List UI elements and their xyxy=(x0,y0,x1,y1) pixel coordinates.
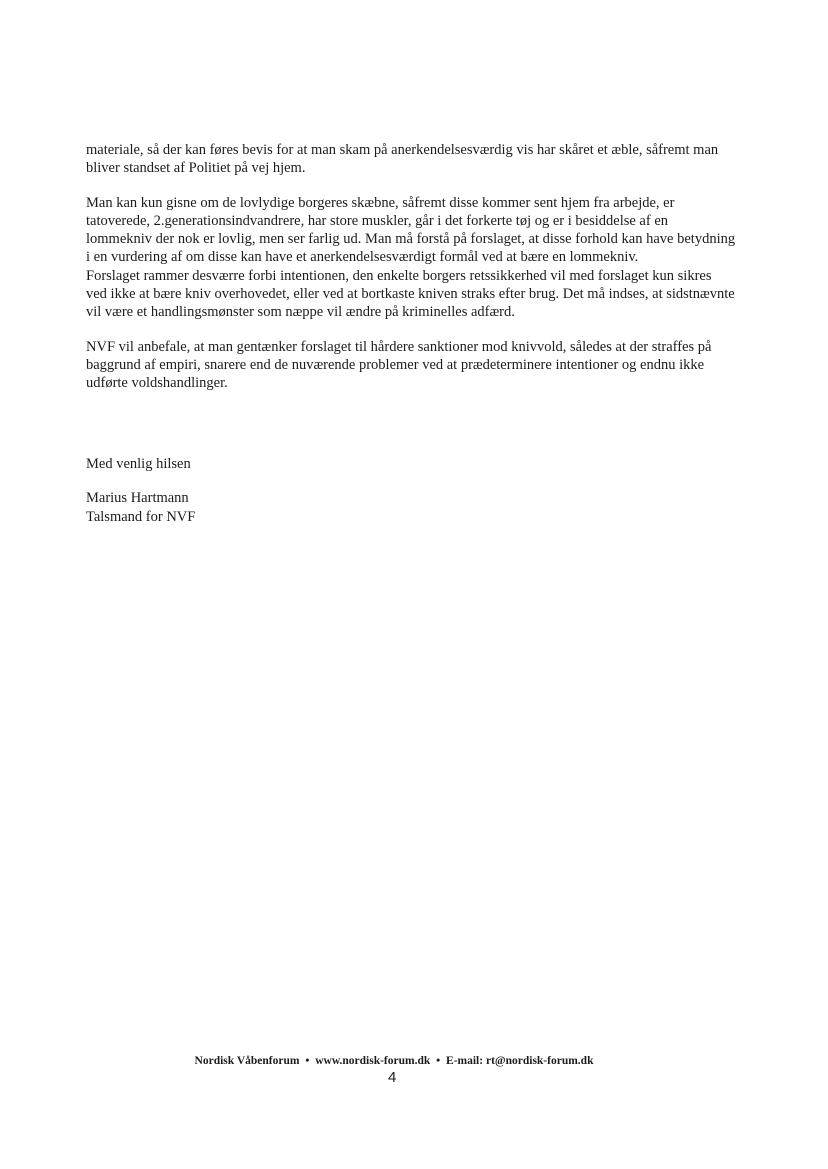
signer-title: Talsmand for NVF xyxy=(86,508,196,525)
signature-block xyxy=(86,455,195,526)
footer-org: Nordisk Våbenforum xyxy=(194,1055,300,1067)
paragraph-2: Man kan kun gisne om de lovlydige borgeres skæbne, såfremt disse kommer sent hjem fra arbejde, er tatoverede, 2.generationsindvandrere, har store muskler, går i det forkerte tøj og er i besiddelse af en lommekniv der nok er lovlig, men ser farlig ud. Man må forstå på forslaget, at disse forhold kan have betydning i en vurdering af om disse kan have et anerkendelsesværdigt formål ved at bære en lommekniv. xyxy=(86,194,736,266)
page-number: 4 xyxy=(388,1069,397,1086)
paragraph-1: materiale, så der kan føres bevis for at man skam på anerkendelsesværdig vis har skåret et æble, såfremt man bliver standset af Politiet på vej hjem. xyxy=(86,142,719,177)
footer-email-link[interactable]: rt@nordisk-forum.dk xyxy=(485,1055,594,1067)
signer-name: Marius Hartmann xyxy=(86,490,189,507)
bullet-separator: • xyxy=(436,1055,441,1067)
paragraph-3: Forslaget rammer desværre forbi intentionen, den enkelte borgers retssikkerhed vil med forslaget kun sikres ved ikke at bære kniv overhovedet, eller ved at bortkaste kniven straks efter brug. Det må indses, at sidstnævnte vil være et handlingsmønster som næppe vil ændre på kriminelles adfærd. xyxy=(86,267,735,321)
letter-body xyxy=(86,141,736,393)
paragraph-4: NVF vil anbefale, at man gentænker forslaget til hårdere sanktioner mod knivvold, således at der straffes på baggrund af empiri, snarere end de nuværende problemer ved at prædeterminere intentioner og endnu ikke udførte voldshandlinger. xyxy=(86,338,712,392)
footer-email-label: E-mail: xyxy=(446,1055,484,1067)
footer-website-link[interactable]: www.nordisk-forum.dk xyxy=(315,1055,431,1067)
closing-text: Med venlig hilsen xyxy=(86,456,191,472)
bullet-separator: • xyxy=(305,1055,310,1067)
page-footer xyxy=(0,1055,788,1067)
